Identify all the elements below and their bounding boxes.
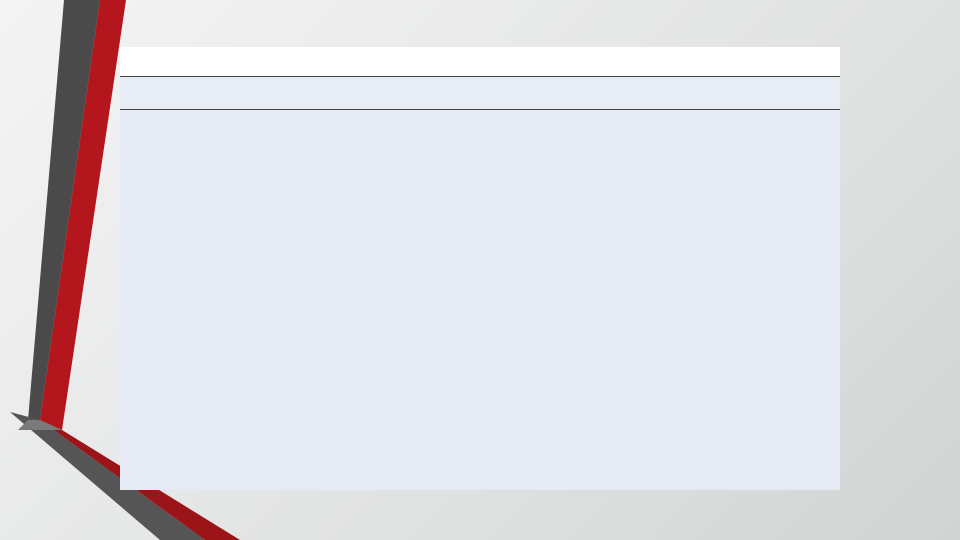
table-card: [120, 47, 840, 490]
table-title-bar: [124, 47, 840, 76]
table-body: [120, 110, 840, 490]
table-header: [120, 77, 840, 110]
